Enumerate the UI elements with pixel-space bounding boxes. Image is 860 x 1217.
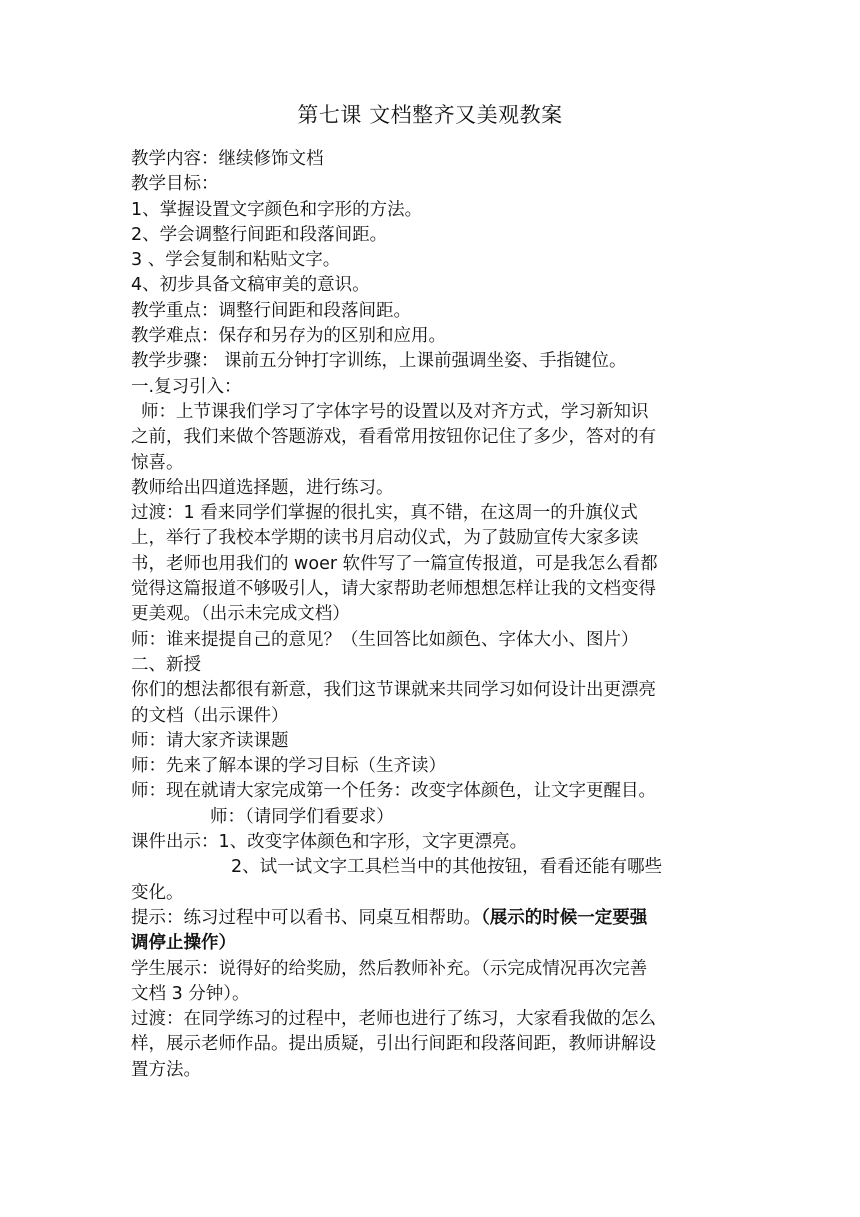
- document-title: 第七课 文档整齐又美观教案: [297, 103, 563, 127]
- text-line: 1、掌握设置文字颜色和字形的方法。: [131, 199, 423, 220]
- text-line: 2、试一试文字工具栏当中的其他按钮，看看还能有哪些: [231, 857, 663, 878]
- text-line: 样，展示老师作品。提出质疑，引出行间距和段落间距，教师讲解设: [131, 1034, 656, 1055]
- text-line: 教学重点：调整行间距和段落间距。: [131, 300, 411, 321]
- text-line: 惊喜。: [131, 452, 184, 473]
- text-line: 教学难点：保存和另存为的区别和应用。: [131, 326, 446, 347]
- text-line: 师：上节课我们学习了字体字号的设置以及对齐方式，学习新知识: [141, 401, 649, 422]
- text-line: 二、新授: [131, 654, 201, 675]
- text-line: 之前，我们来做个答题游戏，看看常用按钮你记住了多少，答对的有: [131, 427, 656, 448]
- document-body: [131, 147, 741, 1083]
- bold-hint-text: （展示的时候一定要强: [481, 907, 648, 928]
- text-line: 师：（请同学们看要求）: [210, 806, 394, 827]
- text-line: 3 、学会复制和粘贴文字。: [131, 250, 341, 271]
- text-line: 2、学会调整行间距和段落间距。: [131, 224, 388, 245]
- text-line: 置方法。: [131, 1059, 201, 1080]
- text-line: 上，举行了我校本学期的读书月启动仪式，为了鼓励宣传大家多读: [131, 528, 639, 549]
- text-line: 书，老师也用我们的 woer 软件写了一篇宣传报道，可是我怎么看都: [131, 553, 658, 574]
- text-line: 过渡：1 看来同学们掌握的很扎实，真不错，在这周一的升旗仪式: [131, 503, 638, 524]
- text-line: 过渡：在同学练习的过程中，老师也进行了练习，大家看我做的怎么: [131, 1009, 656, 1030]
- text-line: 一.复习引入：: [131, 376, 242, 397]
- text-line: 觉得这篇报道不够吸引人，请大家帮助老师想想怎样让我的文档变得: [131, 579, 656, 600]
- text-line: 师：谁来提提自己的意见？（生回答比如颜色、字体大小、图片）: [131, 629, 639, 650]
- text-line: [131, 906, 741, 931]
- text-line: 文档 3 分钟）。: [131, 983, 250, 1004]
- text-line: 你们的想法都很有新意，我们这节课就来共同学习如何设计出更漂亮: [131, 680, 656, 701]
- text-line: 变化。: [131, 882, 184, 903]
- text-line: 教学目标：: [131, 174, 219, 195]
- text-line: 调停止操作）: [131, 933, 236, 954]
- hint-text: 提示：练习过程中可以看书、同桌互相帮助。: [131, 907, 481, 928]
- text-line: 更美观。（出示未完成文档）: [131, 604, 350, 625]
- text-line: 师：请大家齐读课题: [131, 730, 289, 751]
- text-line: 师：现在就请大家完成第一个任务：改变字体颜色，让文字更醒目。: [131, 781, 656, 802]
- text-line: 师：先来了解本课的学习目标（生齐读）: [131, 756, 446, 777]
- text-line: 课件出示：1、改变字体颜色和字形，文字更漂亮。: [131, 832, 528, 853]
- text-line: 学生展示：说得好的给奖励，然后教师补充。（示完成情况再次完善: [131, 958, 648, 979]
- text-line: 4、初步具备文稿审美的意识。: [131, 275, 370, 296]
- text-line: 教师给出四道选择题，进行练习。: [131, 477, 394, 498]
- text-line: 教学内容：继续修饰文档: [131, 149, 324, 169]
- text-line: 教学步骤： 课前五分钟打字训练，上课前强调坐姿、手指键位。: [131, 351, 627, 372]
- text-line: 的文档（出示课件）: [131, 705, 289, 726]
